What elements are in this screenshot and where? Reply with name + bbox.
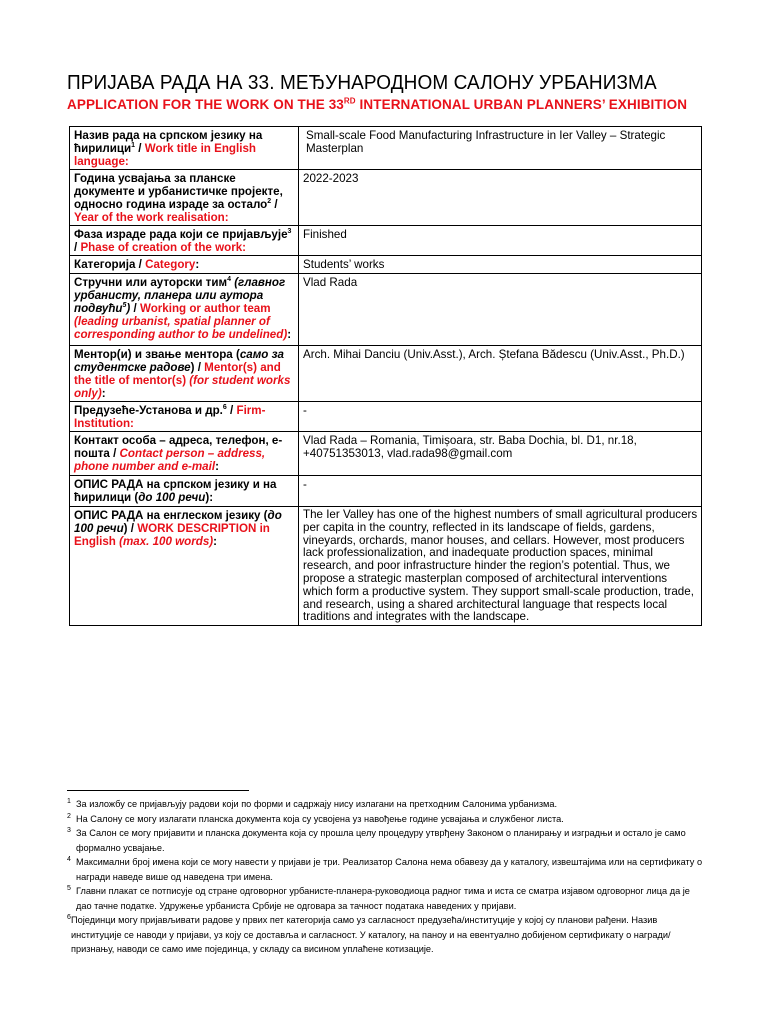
page-title-serbian: ПРИЈАВА РАДА НА 33. МЕЂУНАРОДНОМ САЛОНУ УРБАНИЗМА (67, 72, 657, 94)
row-contact (70, 432, 702, 476)
footnote: 1 За изложбу се пријављују радови који по форми и садржају нису излагани на претходним Салонима урбанизма. (67, 798, 558, 809)
footnote: 2 На Салону се могу излагати планска документа која су усвојена уз навођење године усвајања и службеног листа. (67, 812, 564, 824)
label-contact: Контакт особа – адреса, телефон, е-пошта / Contact person – address, phone number and e-mail: (70, 432, 299, 476)
value-mentor: Arch. Mihai Danciu (Univ.Asst.), Arch. Ștefana Bădescu (Univ.Asst., Ph.D.) (299, 346, 702, 402)
label-description-serbian: ОПИС РАДА на српском језику и на ћирилици (до 100 речи): (70, 476, 299, 507)
label-description-english: ОПИС РАДА на енглеском језику (до 100 речи) / WORK DESCRIPTION in English (max. 100 words): (70, 507, 299, 626)
row-description-serbian (70, 476, 702, 507)
label-mentor: Ментор(и) и звање ментора (само за студентске радове) / Mentor(s) and the title of mentor(s) (for student works only): (70, 346, 299, 402)
footnote-divider (67, 790, 249, 791)
row-category (70, 256, 702, 274)
footnote: 6 Појединци могу пријављивати радове у првих пет категорија само уз сагласност предузећа/институције у којој су планови рађени. Назив институције се наводи у пријави, уз коју се доставља и сагласност. У каталогу, на паноу и на евентуално добијеном сертификату о награди/признању, наводи се само име појединца, у складу са висином уплаћене котизације. (67, 914, 671, 954)
value-contact: Vlad Rada – Romania, Timișoara, str. Baba Dochia, bl. D1, nr.18, +40751353013, vlad.rada98@gmail.com (299, 432, 702, 476)
footnote: 4 Максимални број имена који се могу навести у пријави је три. Реализатор Салона нема обавезу да у каталогу, извештајима или на сертификату о награди наведе више од наведена три имена. (67, 856, 703, 882)
label-work-title: Назив рада на српском језику на ћирилици$^1$ / Work title in English language: (70, 127, 299, 170)
row-phase (70, 226, 702, 256)
value-phase: Finished (299, 226, 702, 256)
footnote: 5 Главни плакат се потписује од стране одговорног урбанисте-планера-руководиоца радног тима и иста се сматра изјавом одговорног лица да је дао тачне податке. Удружење урбаниста Србије не одговара за тачност података наведених у пријави. (67, 885, 690, 911)
value-category: Students’ works (299, 256, 702, 274)
value-description-serbian: - (299, 476, 702, 507)
row-year (70, 170, 702, 226)
row-firm (70, 402, 702, 432)
page-title-english: APPLICATION FOR THE WORK ON THE 33RD INTERNATIONAL URBAN PLANNERS’ EXHIBITION (67, 96, 688, 112)
row-team (70, 274, 702, 346)
label-firm: Предузеће-Установа и др.$^6$ / Firm-Institution: (70, 402, 299, 432)
value-work-title: Small-scale Food Manufacturing Infrastructure in Ier Valley – Strategic Masterplan (299, 127, 702, 170)
application-form-table (69, 126, 702, 626)
value-year: 2022-2023 (299, 170, 702, 226)
row-work-title (70, 127, 702, 170)
value-firm: - (299, 402, 702, 432)
row-description-english (70, 507, 702, 626)
value-description-english: The Ier Valley has one of the highest numbers of small agricultural producers per capita in the country, reflected in its landscape of fields, gardens, vineyards, orchards, manor houses, and cellars. However, most producers lack professionalization, and inadequate production spaces, minimal research, and poor infrastructure hinder the region’s potential. Thus, we propose a strategic masterplan composed of architectural interventions which form a productive system. They support small-scale production, trade, and research, using a shared architectural language that respects local traditions and integrates with the landscape. (299, 507, 702, 626)
label-team: Стручни или ауторски тим$^4$ (главног урбанисту, планера или аутора подвући$^5$) / Working or author team (leading urbanist, spatial planner of corresponding author to be undelined): (70, 274, 299, 346)
label-category: Категорија / Category: (70, 256, 299, 274)
value-team: Vlad Rada (299, 274, 702, 346)
label-phase: Фаза израде рада који се пријављује$^3$ / Phase of creation of the work: (70, 226, 299, 256)
footnote: 3 За Салон се могу пријавити и планска документа која су прошла целу процедуру утврђену Законом о планирању и изградњи и остало је само формално усвајање. (67, 827, 686, 853)
label-year: Година усвајања за планске документе и урбанистичке пројекте, односно година израде за остало$^2$ / Year of the work realisation: (70, 170, 299, 226)
row-mentor (70, 346, 702, 402)
footnotes (67, 797, 703, 957)
